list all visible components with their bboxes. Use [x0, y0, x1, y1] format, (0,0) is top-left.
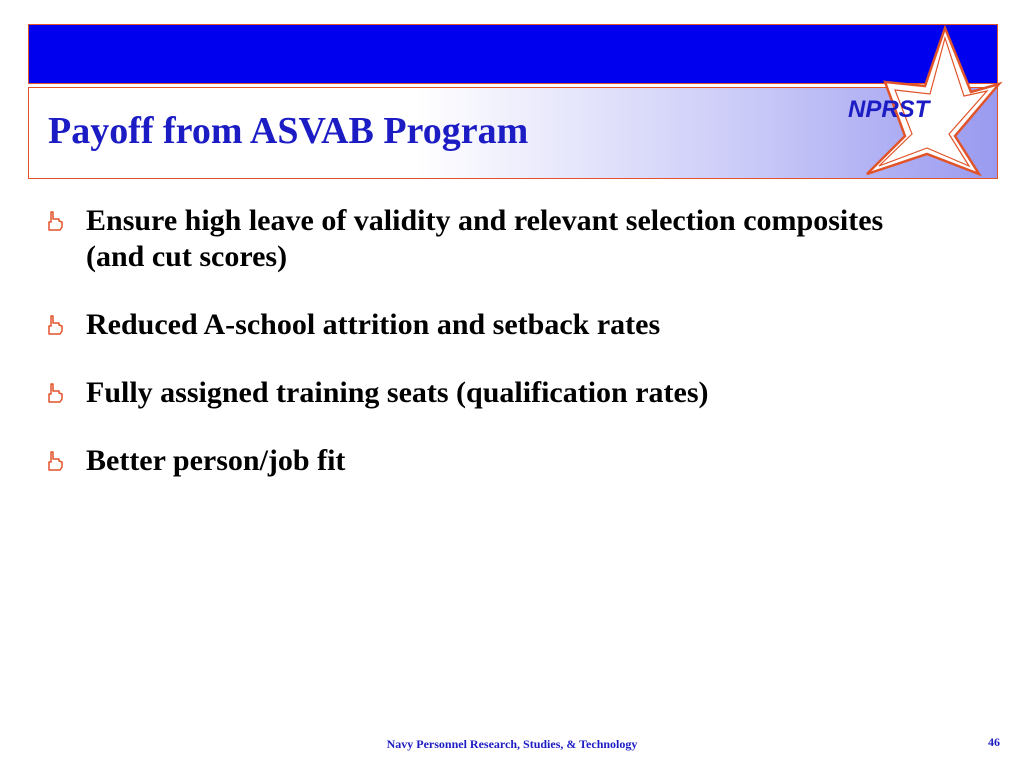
slide-header — [28, 24, 998, 179]
pointing-hand-icon — [46, 450, 68, 472]
logo-text: NPRST — [848, 96, 930, 123]
footer-text: Navy Personnel Research, Studies, & Technology — [386, 737, 638, 751]
page-title: Payoff from ASVAB Program — [48, 110, 529, 152]
bullet-item — [44, 375, 944, 411]
pointing-hand-icon — [46, 382, 68, 404]
bullet-item — [44, 443, 944, 479]
bullet-text: Ensure high leave of validity and relevant selection composites (and cut scores) — [86, 204, 884, 273]
page-number: 46 — [988, 735, 1000, 749]
pointing-hand-icon — [46, 314, 68, 336]
bullet-list — [44, 203, 944, 479]
pointing-hand-icon — [46, 210, 68, 232]
bullet-text: Reduced A-school attrition and setback rates — [86, 308, 661, 341]
bullet-text: Fully assigned training seats (qualification rates) — [86, 376, 709, 409]
header-bar — [28, 24, 998, 84]
bullet-item — [44, 307, 944, 343]
bullet-text: Better person/job fit — [86, 444, 346, 477]
bullet-item — [44, 203, 944, 275]
